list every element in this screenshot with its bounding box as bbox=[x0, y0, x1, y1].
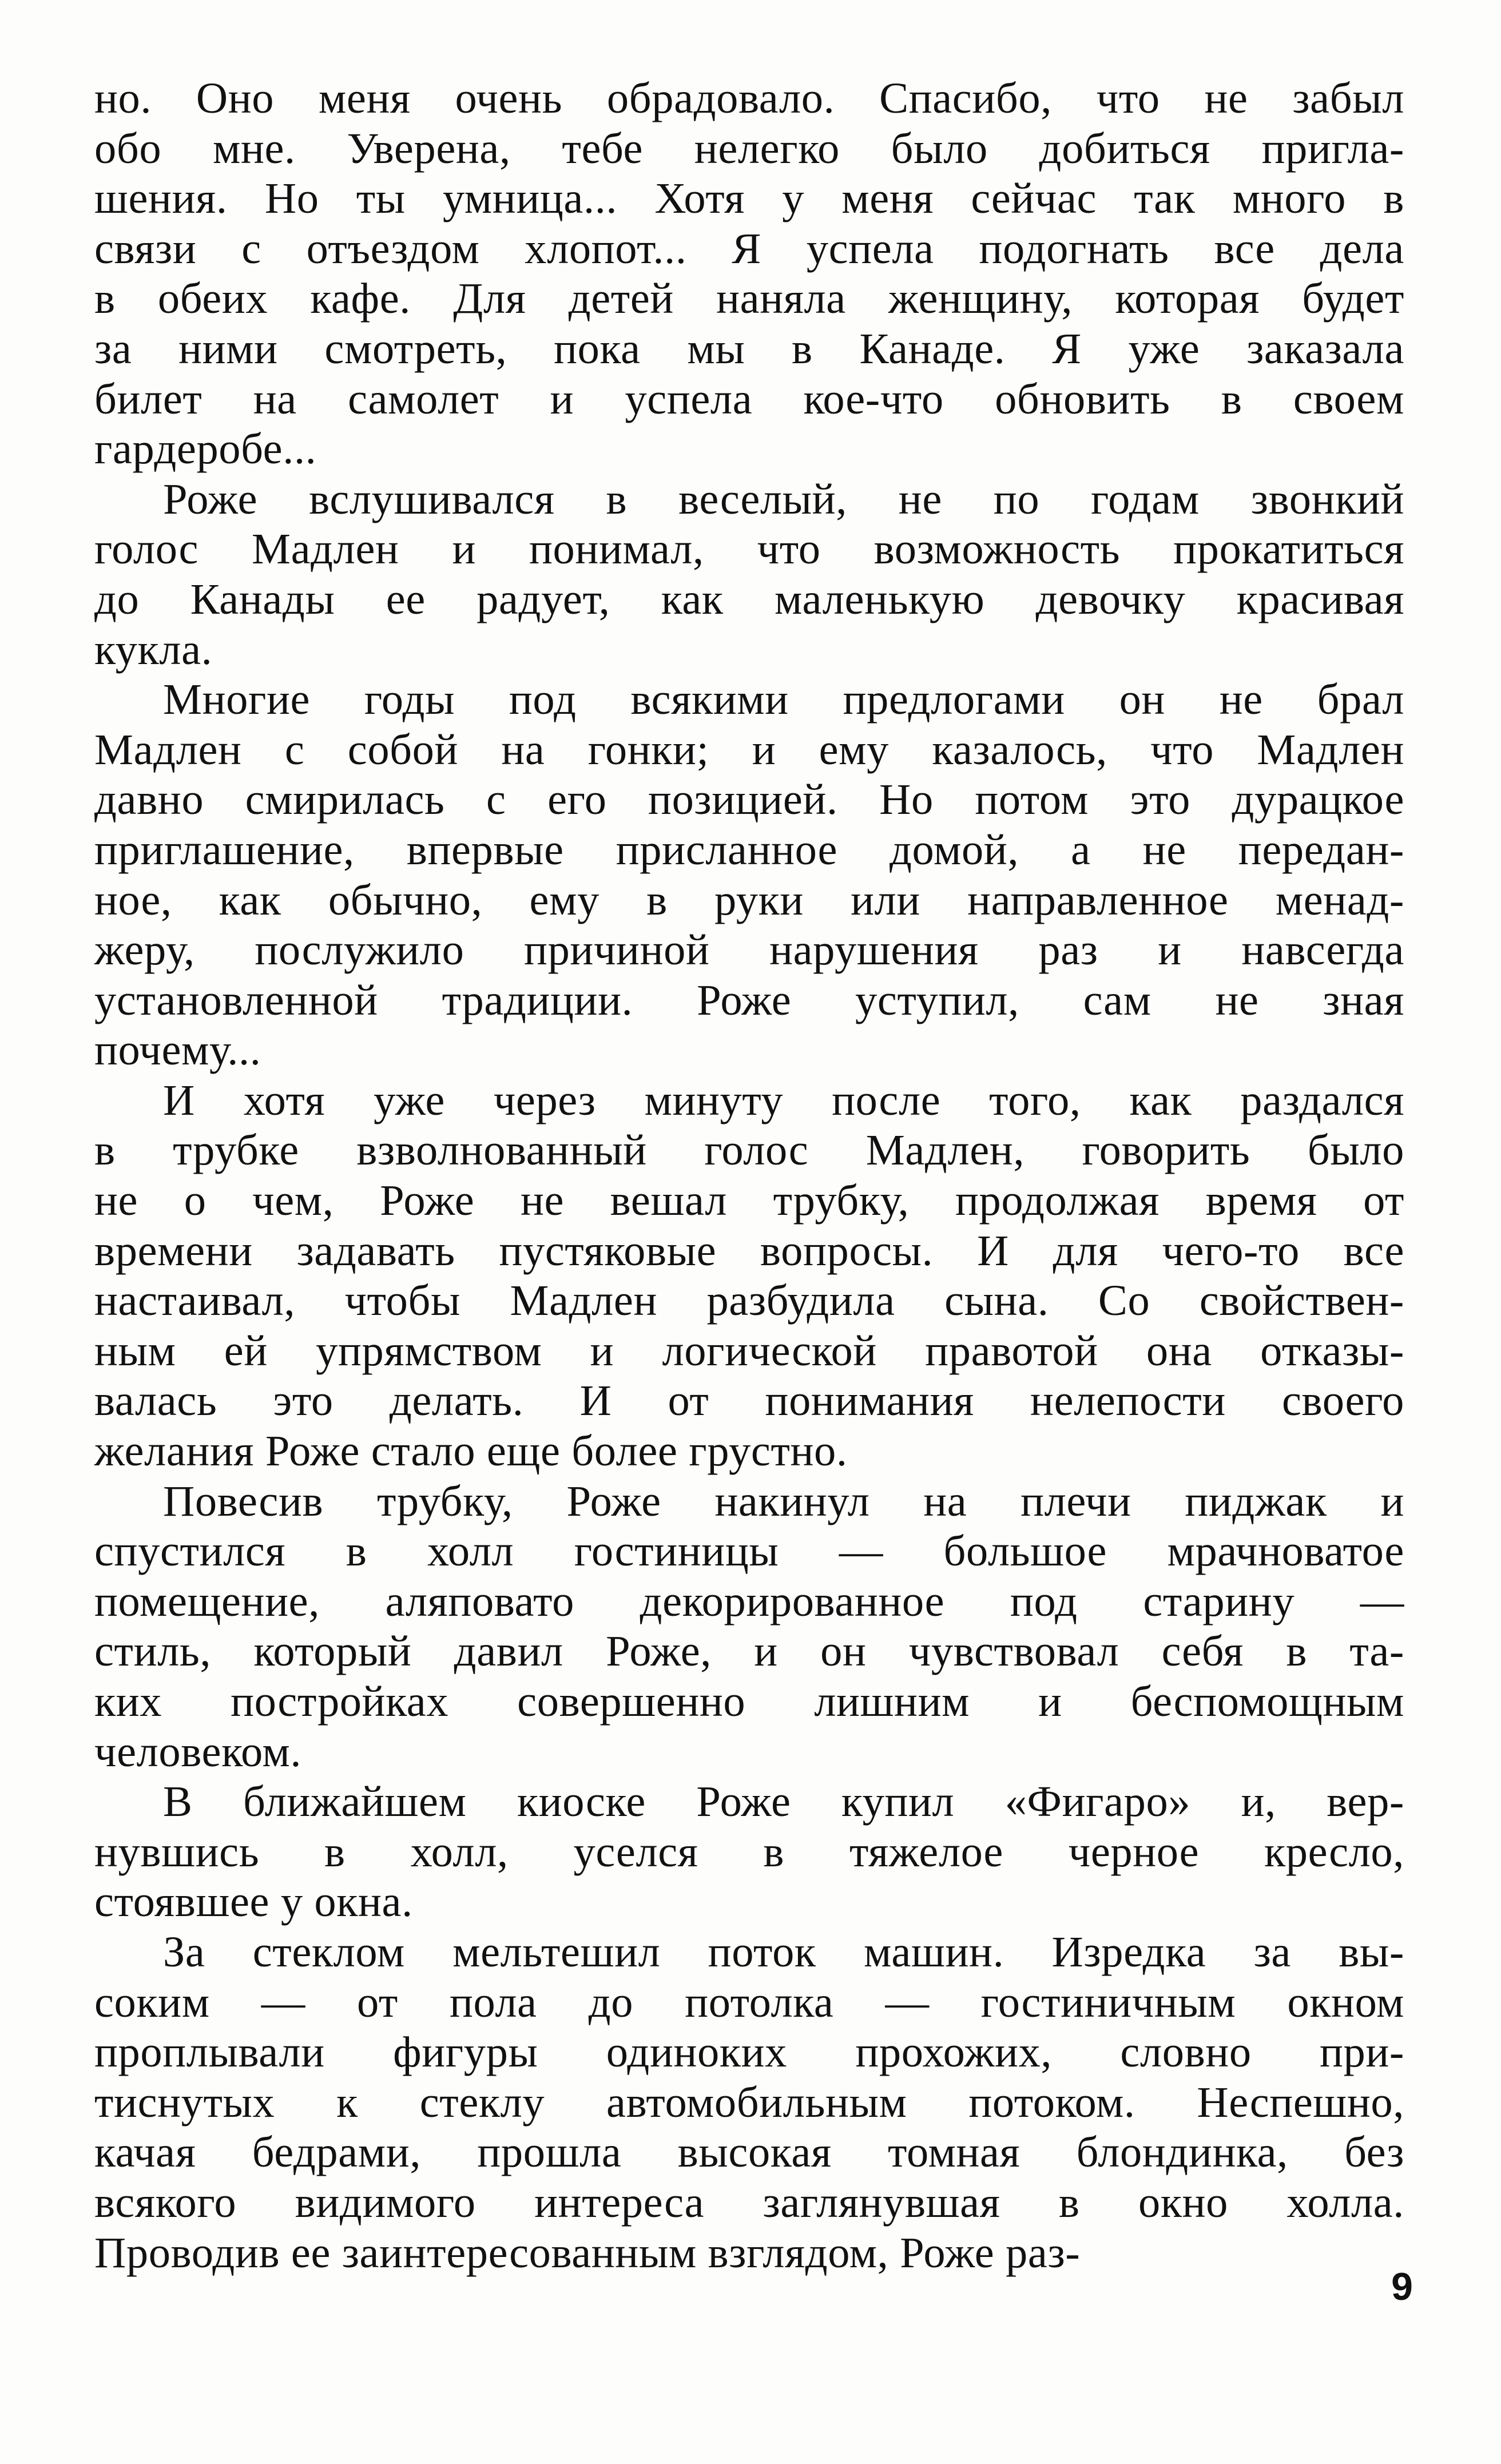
text-line: настаивал, чтобы Мадлен разбудила сына. Со свойствен- bbox=[94, 1276, 1404, 1325]
text-line: стиль, который давил Роже, и он чувствовал себя в та- bbox=[94, 1627, 1404, 1676]
text-line: И хотя уже через минуту после того, как раздался bbox=[163, 1075, 1404, 1124]
body-text bbox=[94, 73, 1404, 2278]
text-line: до Канады ее радует, как маленькую девочку красивая bbox=[94, 574, 1404, 623]
text-line: кукла. bbox=[94, 625, 213, 674]
paragraph bbox=[94, 1075, 1404, 1476]
text-line: давно смирилась с его позицией. Но потом это дурацкое bbox=[94, 775, 1404, 824]
paragraph bbox=[94, 474, 1404, 674]
text-line: Повесив трубку, Роже накинул на плечи пиджак и bbox=[163, 1476, 1404, 1525]
text-line: шения. Но ты умница... Хотя у меня сейчас так много в bbox=[94, 174, 1404, 223]
text-line: помещение, аляповато декорированное под старину — bbox=[94, 1576, 1404, 1626]
text-line: не о чем, Роже не вешал трубку, продолжая время от bbox=[94, 1176, 1404, 1225]
text-line: нувшись в холл, уселся в тяжелое черное кресло, bbox=[94, 1827, 1404, 1876]
text-line: соким — от пола до потолка — гостиничным окном bbox=[94, 1977, 1404, 2026]
text-line: ких постройках совершенно лишним и беспомощным bbox=[94, 1677, 1404, 1726]
text-line: почему... bbox=[94, 1026, 261, 1075]
text-line: билет на самолет и успела кое-что обновить в своем bbox=[94, 374, 1404, 423]
text-line: за ними смотреть, пока мы в Канаде. Я уже заказала bbox=[94, 324, 1404, 373]
text-line: гардеробе... bbox=[94, 424, 317, 474]
text-line: желания Роже стало еще более грустно. bbox=[94, 1426, 848, 1476]
paragraph bbox=[94, 1777, 1404, 1927]
text-line: связи с отъездом хлопот... Я успела подогнать все дела bbox=[94, 224, 1404, 273]
text-line: ное, как обычно, ему в руки или направленное менад- bbox=[94, 875, 1404, 924]
text-line: стоявшее у окна. bbox=[94, 1877, 413, 1926]
text-line: валась это делать. И от понимания нелепости своего bbox=[94, 1376, 1404, 1425]
text-line: но. Оно меня очень обрадовало. Спасибо, что не забыл bbox=[94, 74, 1404, 122]
text-line: Проводив ее заинтересованным взглядом, Роже раз- bbox=[94, 2228, 1081, 2277]
text-line: Многие годы под всякими предлогами он не брал bbox=[163, 675, 1404, 724]
text-line: жеру, послужило причиной нарушения раз и навсегда bbox=[94, 925, 1404, 975]
text-line: обо мне. Уверена, тебе нелегко было добиться пригла- bbox=[94, 124, 1404, 173]
text-line: В ближайшем киоске Роже купил «Фигаро» и, вер- bbox=[163, 1777, 1404, 1826]
text-line: тиснутых к стеклу автомобильным потоком. Неспешно, bbox=[94, 2077, 1404, 2127]
text-line: Роже вслушивался в веселый, не по годам звонкий bbox=[163, 474, 1404, 523]
text-line: в обеих кафе. Для детей наняла женщину, которая будет bbox=[94, 274, 1404, 323]
text-line: голос Мадлен и понимал, что возможность прокатиться bbox=[94, 524, 1404, 574]
paragraph bbox=[94, 1927, 1404, 2278]
paragraph bbox=[94, 674, 1404, 1075]
text-line: всякого видимого интереса заглянувшая в окно холла. bbox=[94, 2177, 1404, 2227]
text-line: в трубке взволнованный голос Мадлен, говорить было bbox=[94, 1126, 1404, 1175]
text-line: проплывали фигуры одиноких прохожих, словно при- bbox=[94, 2028, 1404, 2077]
text-line: человеком. bbox=[94, 1727, 302, 1776]
text-line: времени задавать пустяковые вопросы. И для чего-то все bbox=[94, 1226, 1404, 1275]
paragraph bbox=[94, 73, 1404, 474]
text-line: За стеклом мельтешил поток машин. Изредка за вы- bbox=[163, 1927, 1404, 1976]
paragraph bbox=[94, 1476, 1404, 1777]
text-line: установленной традиции. Роже уступил, сам не зная bbox=[94, 975, 1404, 1024]
text-line: приглашение, впервые присланное домой, а не передан- bbox=[94, 825, 1404, 874]
text-line: ным ей упрямством и логической правотой она отказы- bbox=[94, 1326, 1404, 1375]
page-number: 9 bbox=[1391, 2265, 1413, 2308]
text-line: качая бедрами, прошла высокая томная блондинка, без bbox=[94, 2128, 1404, 2177]
text-line: спустился в холл гостиницы — большое мрачноватое bbox=[94, 1527, 1404, 1576]
text-line: Мадлен с собой на гонки; и ему казалось, что Мадлен bbox=[94, 725, 1404, 774]
